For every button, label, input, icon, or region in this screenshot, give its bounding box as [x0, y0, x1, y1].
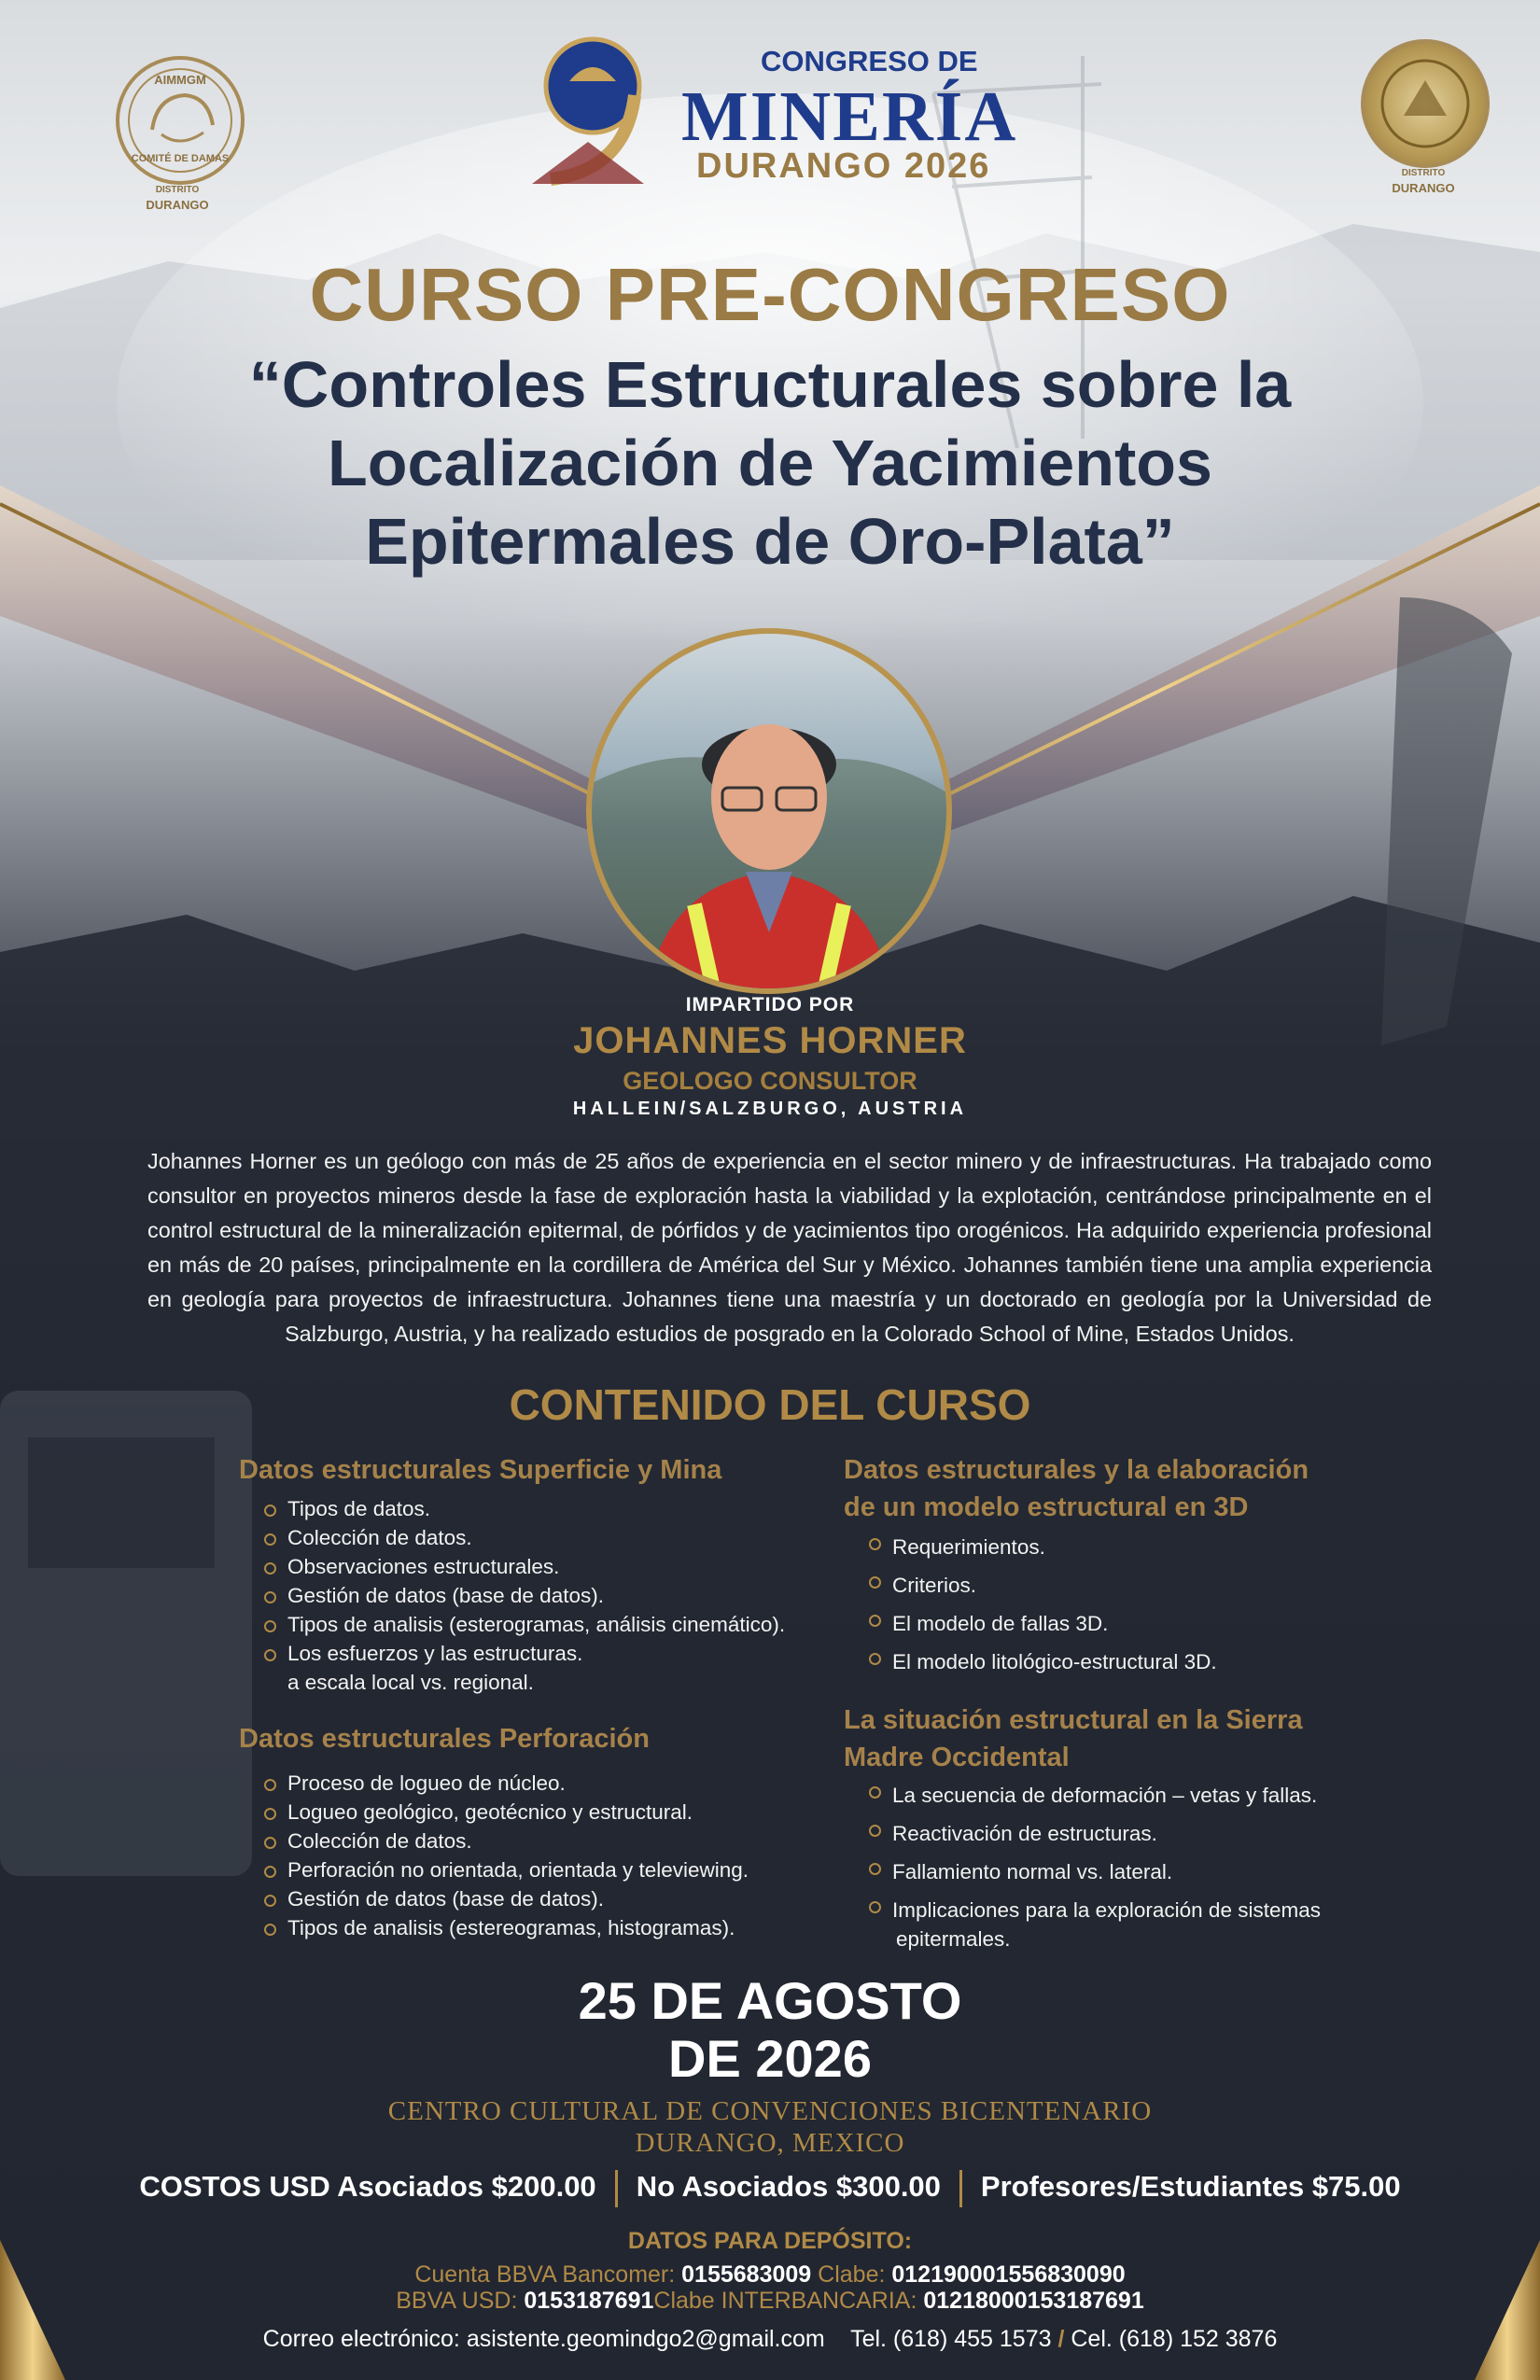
section-surface-mine — [239, 1451, 836, 1697]
speaker-role: GEOLOGO CONSULTOR — [623, 1067, 917, 1095]
costs-label: COSTOS USD — [139, 2170, 330, 2204]
badge-right-district: DISTRITO — [1401, 168, 1446, 178]
course-type-heading: CURSO PRE-CONGRESO — [309, 253, 1231, 336]
list-item: Gestión de datos (base de datos). — [239, 1581, 836, 1610]
costs-row — [0, 2170, 1540, 2207]
badge-left-top-text: AIMMGM — [154, 73, 206, 87]
event-venue — [0, 2095, 1540, 2159]
interbank-label: Clabe INTERBANCARIA: — [653, 2288, 917, 2314]
mining-seal-icon — [1365, 43, 1486, 164]
section-drilling — [239, 1720, 836, 1942]
speaker-bio: Johannes Horner es un geólogo con más de 25 años de experiencia en el sector minero y de infraestructuras. Ha trabajado como consultor en proyectos mineros desde la fase de exploración hasta la viabilidad y la explotación, centrándose principalmente en el control estructural de la mineralización epitermal, de pórfidos y de yacimientos tipo orogénicos. Ha adquirido experiencia profesional en más de 20 países, principalmente en la cordillera de América del Sur y México. Johannes también tiene una amplia experiencia en geología para proyectos de infraestructura. Johannes tiene una maestría y un doctorado en geología por la Universidad de Salzburgo, Austria, y ha realizado estudios de posgrado en la Colorado School of Mine, Estados Unidos. — [147, 1149, 1432, 1346]
congreso-mineria-logo — [513, 30, 1036, 193]
list-item: Observaciones estructurales. — [239, 1552, 836, 1581]
list-item: Fallamiento normal vs. lateral. — [844, 1853, 1385, 1891]
section-3d-model — [844, 1451, 1366, 1681]
section-list — [844, 1776, 1385, 1953]
section-title-line2: de un modelo estructural en 3D — [844, 1492, 1249, 1522]
account-number: 0155683009 — [681, 2261, 812, 2288]
list-item: Requerimientos. — [844, 1528, 1366, 1566]
list-item: Tipos de datos. — [239, 1494, 836, 1523]
speaker-photo — [586, 628, 952, 994]
cost-non-members: No Asociados $300.00 — [636, 2170, 941, 2204]
cost-members: Asociados $200.00 — [337, 2170, 596, 2204]
section-list — [844, 1528, 1366, 1681]
event-date — [0, 1972, 1540, 2088]
comite-damas-badge — [116, 56, 245, 185]
aimmgm-seal-badge — [1361, 39, 1490, 168]
deposit-line-1 — [0, 2261, 1540, 2289]
section-list — [239, 1494, 836, 1697]
list-item: Reactivación de estructuras. — [844, 1814, 1385, 1853]
course-content-heading: CONTENIDO DEL CURSO — [509, 1380, 1031, 1429]
cost-separator — [615, 2170, 618, 2207]
phone-number[interactable]: Tel. (618) 455 1573 — [850, 2326, 1052, 2352]
list-item: Criterios. — [844, 1566, 1366, 1604]
venue-name: CENTRO CULTURAL DE CONVENCIONES BICENTENARIO — [387, 2096, 1153, 2126]
clabe-number: 012190001556830090 — [891, 2261, 1126, 2288]
speaker-name: JOHANNES HORNER — [573, 1020, 967, 1061]
list-item: Colección de datos. — [239, 1827, 836, 1855]
usd-label: BBVA USD: — [396, 2288, 518, 2314]
list-item: Implicaciones para la exploración de sistemas — [844, 1891, 1385, 1925]
cost-students: Profesores/Estudiantes $75.00 — [980, 2170, 1401, 2204]
badge-left-bottom-text: COMITÉ DE DAMAS — [131, 153, 230, 164]
badge-left-city: DURANGO — [146, 198, 209, 212]
section-sierra-madre — [844, 1701, 1385, 1953]
logo-mineria-text: MINERÍA — [681, 77, 1018, 156]
list-item: La secuencia de deformación – vetas y fallas. — [844, 1776, 1385, 1814]
list-item: Colección de datos. — [239, 1523, 836, 1552]
section-title-line2: Madre Occidental — [844, 1743, 1070, 1772]
section-title: Datos estructurales Superficie y Mina — [239, 1455, 722, 1485]
deposit-line-2 — [0, 2288, 1540, 2315]
deposit-title: DATOS PARA DEPÓSITO: — [627, 2228, 913, 2254]
list-item-continuation: epitermales. — [896, 1927, 1011, 1951]
logo-durango-text: DURANGO 2026 — [696, 147, 991, 186]
badge-left-district: DISTRITO — [155, 185, 200, 195]
speaker-location: HALLEIN/SALZBURGO, AUSTRIA — [572, 1099, 968, 1119]
cell-number[interactable]: Cel. (618) 152 3876 — [1071, 2326, 1278, 2352]
presented-by-label: IMPARTIDO POR — [685, 994, 855, 1015]
list-item: Tipos de analisis (estereogramas, histogramas). — [239, 1913, 836, 1942]
section-title-line1: Datos estructurales y la elaboración — [844, 1455, 1309, 1485]
interbank-number: 012180001531876​91 — [923, 2288, 1144, 2314]
course-title-line2: Localización de Yacimientos — [328, 427, 1212, 499]
course-title — [0, 345, 1540, 581]
venue-city: DURANGO, MEXICO — [635, 2128, 905, 2158]
list-item: Tipos de analisis (esterogramas, análisis cinemático). — [239, 1610, 836, 1639]
badge-right-city: DURANGO — [1392, 181, 1455, 195]
list-item: Logueo geológico, geotécnico y estructural. — [239, 1798, 836, 1827]
email-link[interactable]: asistente.geomindgo2@gmail.com — [466, 2326, 825, 2352]
list-item: Proceso de logueo de núcleo. — [239, 1769, 836, 1798]
list-item: Los esfuerzos y las estructuras. — [239, 1639, 836, 1668]
list-item: Perforación no orientada, orientada y televiewing. — [239, 1855, 836, 1884]
account-label: Cuenta BBVA Bancomer: — [414, 2261, 676, 2288]
list-item: El modelo litológico-estructural 3D. — [844, 1643, 1366, 1681]
speaker-portrait-icon — [592, 634, 946, 988]
list-item: El modelo de fallas 3D. — [844, 1604, 1366, 1643]
contact-separator: / — [1057, 2326, 1065, 2352]
logo-congreso-text: CONGRESO DE — [761, 45, 978, 77]
usd-account-number: 0153187691 — [524, 2288, 654, 2314]
list-item: Gestión de datos (base de datos). — [239, 1884, 836, 1913]
event-date-line2: DE 2026 — [668, 2029, 872, 2088]
event-date-line1: 25 DE AGOSTO — [578, 1971, 962, 2030]
course-title-line1: “Controles Estructurales sobre la — [248, 348, 1292, 421]
section-list — [239, 1769, 836, 1942]
cost-separator — [959, 2170, 962, 2207]
clabe-label: Clabe: — [818, 2261, 886, 2288]
course-title-line3: Epitermales de Oro-Plata” — [365, 505, 1175, 578]
miner-nine-icon — [513, 30, 681, 193]
section-title-line1: La situación estructural en la Sierra — [844, 1705, 1303, 1735]
email-label: Correo electrónico: — [262, 2326, 460, 2352]
list-item-continuation: a escala local vs. regional. — [287, 1671, 534, 1694]
section-title: Datos estructurales Perforación — [239, 1724, 650, 1754]
contact-line — [0, 2326, 1540, 2353]
